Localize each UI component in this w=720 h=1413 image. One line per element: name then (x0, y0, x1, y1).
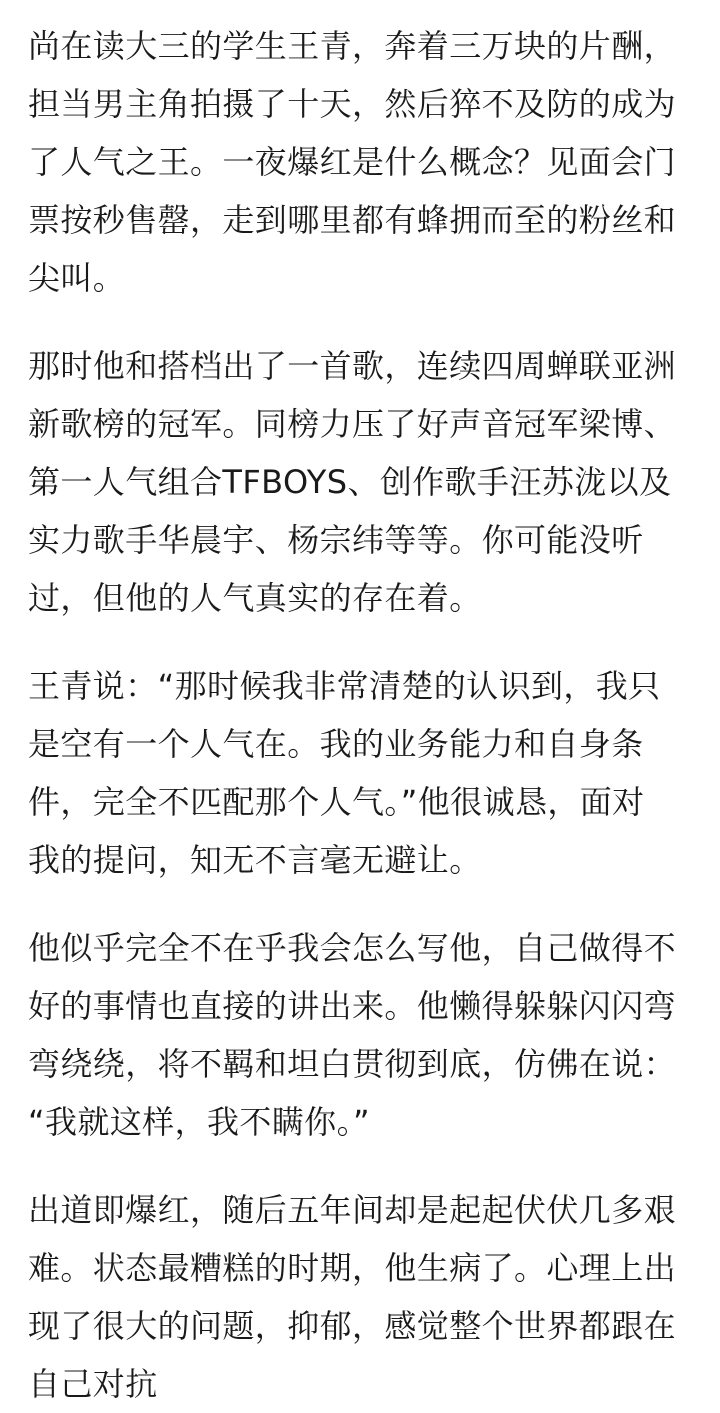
text-line: 自己对抗 (28, 1365, 158, 1403)
paragraph-gap (28, 889, 698, 919)
text-line: 担当男主角拍摄了十天，然后猝不及防的成为 (28, 85, 677, 123)
text-line: 那时他和搭档出了一首歌，连续四周蝉联亚洲 (28, 347, 677, 385)
text-line: 王青说：“那时候我非常清楚的认识到，我只 (28, 667, 661, 705)
text-line: 尚在读大三的学生王青，奔着三万块的片酬， (28, 27, 677, 65)
text-line: 实力歌手华晨宇、杨宗纬等等。你可能没听 (28, 521, 644, 559)
text-line: 票按秒售罄，走到哪里都有蜂拥而至的粉丝和 (28, 201, 677, 239)
text-line: 尖叫。 (28, 259, 126, 297)
text-line: “我就这样，我不瞒你。” (28, 1103, 370, 1141)
text-line: 现了很大的问题，抑郁，感觉整个世界都跟在 (28, 1307, 677, 1345)
paragraph-3 (28, 657, 698, 889)
paragraph-gap (28, 627, 698, 657)
paragraph-2 (28, 337, 698, 627)
text-line: 我的提问，知无不言毫无避让。 (28, 841, 482, 879)
paragraph-gap (28, 307, 698, 337)
text-line: 第一人气组合TFBOYS、创作歌手汪苏泷以及 (28, 463, 672, 501)
paragraph-gap (28, 1151, 698, 1181)
text-line: 弯绕绕，将不羁和坦白贯彻到底，仿佛在说： (28, 1045, 677, 1083)
text-line: 难。状态最糟糕的时期，他生病了。心理上出 (28, 1249, 677, 1287)
text-line: 新歌榜的冠军。同榜力压了好声音冠军梁博、 (28, 405, 677, 443)
text-line: 过，但他的人气真实的存在着。 (28, 579, 482, 617)
paragraph-5 (28, 1181, 698, 1413)
paragraph-4 (28, 919, 698, 1151)
text-line: 出道即爆红，随后五年间却是起起伏伏几多艰 (28, 1191, 677, 1229)
article-body (28, 17, 698, 1413)
text-line: 好的事情也直接的讲出来。他懒得躲躲闪闪弯 (28, 987, 677, 1025)
text-line: 他似乎完全不在乎我会怎么写他，自己做得不 (28, 929, 677, 967)
text-line: 件，完全不匹配那个人气。”他很诚恳，面对 (28, 783, 645, 821)
paragraph-1 (28, 17, 698, 307)
text-line: 了人气之王。一夜爆红是什么概念？见面会门 (28, 143, 677, 181)
text-line: 是空有一个人气在。我的业务能力和自身条 (28, 725, 644, 763)
